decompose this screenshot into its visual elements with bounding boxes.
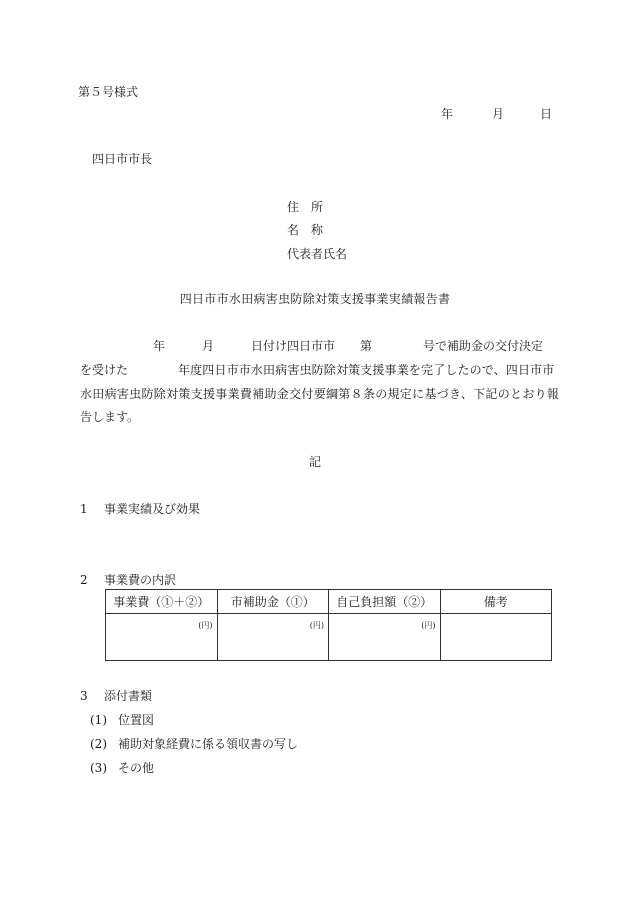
unit-yen: (円) xyxy=(198,621,213,630)
cell-total-cost xyxy=(106,614,218,661)
unit-yen: (円) xyxy=(309,621,324,630)
attachment-item: その他 xyxy=(118,761,155,775)
unit-yen: (円) xyxy=(421,621,436,630)
body-line4: 告します。 xyxy=(80,410,140,424)
cell-remarks xyxy=(440,614,552,661)
header-self-pay: 自己負担額（②） xyxy=(329,590,441,614)
date-year-label: 年 xyxy=(441,107,454,121)
header-remarks: 備考 xyxy=(440,590,552,614)
header-total-cost: 事業費（①＋②） xyxy=(106,590,218,614)
body-line1-rest: 号で補助金の交付決定 xyxy=(423,339,544,353)
section-3-title: 添付書類 xyxy=(104,689,153,703)
body-line3: 水田病害虫防除対策支援事業費補助金交付要綱第８条の規定に基づき、下記のとおり報 xyxy=(80,387,560,401)
body-year: 年 xyxy=(153,339,166,353)
body-month: 月 xyxy=(202,339,215,353)
section-1-title: 事業実績及び効果 xyxy=(104,502,201,516)
name-label: 名 称 xyxy=(287,223,324,237)
cell-city-subsidy xyxy=(217,614,329,661)
address-label: 住 所 xyxy=(287,200,324,214)
representative-label: 代表者氏名 xyxy=(287,247,348,261)
attachment-number: (2) xyxy=(90,737,107,751)
document-title: 四日市市水田病害虫防除対策支援事業実績報告書 xyxy=(179,292,451,306)
section-3-number: 3 xyxy=(80,689,88,703)
table-row xyxy=(106,614,552,661)
ki-heading: 記 xyxy=(308,455,321,469)
body-line2-rest: 年度四日市市水田病害虫防除対策支援事業を完了したので、四日市市 xyxy=(178,363,555,377)
body-dai: 第 xyxy=(360,339,373,353)
section-1-number: 1 xyxy=(80,502,88,516)
header-city-subsidy: 市補助金（①） xyxy=(217,590,329,614)
body-line2-start: を受けた xyxy=(80,363,129,377)
cost-breakdown-table xyxy=(105,589,552,661)
attachment-number: (3) xyxy=(90,761,107,775)
table-header-row xyxy=(106,590,552,614)
body-day-prefix: 日付け四日市市 xyxy=(251,339,336,353)
cell-self-pay xyxy=(329,614,441,661)
form-number: 第５号様式 xyxy=(78,85,139,99)
section-2-number: 2 xyxy=(80,573,88,587)
date-month-label: 月 xyxy=(492,107,505,121)
attachment-number: (1) xyxy=(90,713,107,727)
attachment-item: 位置図 xyxy=(118,713,155,727)
date-day-label: 日 xyxy=(540,107,553,121)
section-2-title: 事業費の内訳 xyxy=(104,573,177,587)
attachment-item: 補助対象経費に係る領収書の写し xyxy=(118,737,299,751)
addressee: 四日市市長 xyxy=(92,152,153,166)
